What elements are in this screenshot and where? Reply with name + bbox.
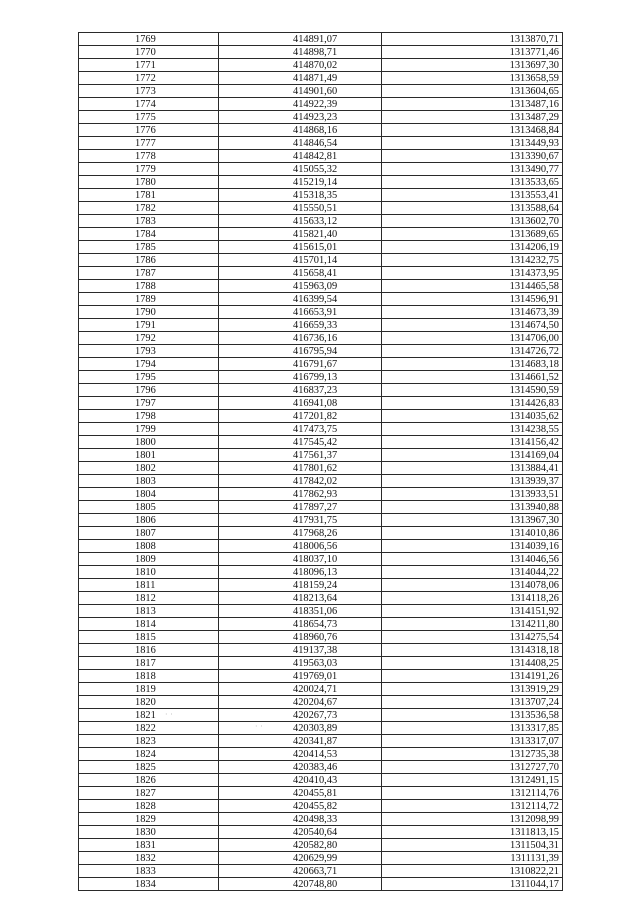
point-number-cell: 1815 [79,631,219,644]
point-number-cell: 1808 [79,540,219,553]
table-row [79,774,563,787]
x-coordinate-cell: 417561,37 [219,449,382,462]
y-coordinate-cell: 1314238,55 [382,423,563,436]
point-number-cell: 1793 [79,345,219,358]
y-coordinate-cell: 1314118,26 [382,592,563,605]
y-coordinate-cell: 1313939,37 [382,475,563,488]
y-coordinate-cell: 1314044,22 [382,566,563,579]
x-coordinate-cell: 415821,40 [219,228,382,241]
point-number-cell: 1817 [79,657,219,670]
point-number-cell: 1796 [79,384,219,397]
x-coordinate-cell: 420629,99 [219,852,382,865]
y-coordinate-cell: 1314673,39 [382,306,563,319]
table-row [79,670,563,683]
point-number-cell: 1771 [79,59,219,72]
x-coordinate-cell: 420455,81 [219,787,382,800]
table-row [79,839,563,852]
table-row [79,163,563,176]
x-coordinate-cell: 417842,02 [219,475,382,488]
point-number-cell: 1812 [79,592,219,605]
x-coordinate-cell: 415055,32 [219,163,382,176]
x-coordinate-cell: 419137,38 [219,644,382,657]
point-number-cell: 1776 [79,124,219,137]
table-row [79,319,563,332]
x-coordinate-cell: 417897,27 [219,501,382,514]
point-number-cell: 1785 [79,241,219,254]
table-row [79,293,563,306]
point-number-cell: 1813 [79,605,219,618]
y-coordinate-cell: 1311044,17 [382,878,563,891]
point-number-cell: 1782 [79,202,219,215]
x-coordinate-cell: 417862,93 [219,488,382,501]
point-number-cell: 1778 [79,150,219,163]
table-row [79,59,563,72]
x-coordinate-cell: 416941,08 [219,397,382,410]
x-coordinate-cell: 414923,23 [219,111,382,124]
point-number-cell: 1821 [79,709,219,722]
y-coordinate-cell: 1314156,42 [382,436,563,449]
x-coordinate-cell: 416795,94 [219,345,382,358]
x-coordinate-cell: 418654,73 [219,618,382,631]
x-coordinate-cell: 415318,35 [219,189,382,202]
point-number-cell: 1819 [79,683,219,696]
x-coordinate-cell: 420204,67 [219,696,382,709]
x-coordinate-cell: 414846,54 [219,137,382,150]
x-coordinate-cell: 419563,03 [219,657,382,670]
x-coordinate-cell: 420455,82 [219,800,382,813]
y-coordinate-cell: 1311813,15 [382,826,563,839]
x-coordinate-cell: 416736,16 [219,332,382,345]
point-number-cell: 1777 [79,137,219,150]
point-number-cell: 1803 [79,475,219,488]
y-coordinate-cell: 1313390,67 [382,150,563,163]
y-coordinate-cell: 1314726,72 [382,345,563,358]
table-row [79,813,563,826]
point-number-cell: 1780 [79,176,219,189]
table-row [79,735,563,748]
x-coordinate-cell: 420383,46 [219,761,382,774]
point-number-cell: 1820 [79,696,219,709]
x-coordinate-cell: 420582,80 [219,839,382,852]
x-coordinate-cell: 414922,39 [219,98,382,111]
point-number-cell: 1807 [79,527,219,540]
x-coordinate-cell: 420410,43 [219,774,382,787]
point-number-cell: 1772 [79,72,219,85]
table-row [79,462,563,475]
table-row [79,215,563,228]
y-coordinate-cell: 1313967,30 [382,514,563,527]
y-coordinate-cell: 1313588,64 [382,202,563,215]
x-coordinate-cell: 416653,91 [219,306,382,319]
table-row [79,852,563,865]
table-row [79,332,563,345]
x-coordinate-cell: 420540,64 [219,826,382,839]
y-coordinate-cell: 1312114,76 [382,787,563,800]
x-coordinate-cell: 418960,76 [219,631,382,644]
x-coordinate-cell: 420341,87 [219,735,382,748]
x-coordinate-cell: 417968,26 [219,527,382,540]
table-row [79,345,563,358]
y-coordinate-cell: 1314078,06 [382,579,563,592]
y-coordinate-cell: 1314039,16 [382,540,563,553]
point-number-cell: 1770 [79,46,219,59]
table-row [79,267,563,280]
x-coordinate-cell: 418037,10 [219,553,382,566]
x-coordinate-cell: 415633,12 [219,215,382,228]
point-number-cell: 1826 [79,774,219,787]
y-coordinate-cell: 1314706,00 [382,332,563,345]
point-number-cell: 1788 [79,280,219,293]
point-number-cell: 1779 [79,163,219,176]
table-row [79,657,563,670]
table-row [79,46,563,59]
x-coordinate-cell: 414870,02 [219,59,382,72]
x-coordinate-cell: 415615,01 [219,241,382,254]
point-number-cell: 1784 [79,228,219,241]
point-number-cell: 1834 [79,878,219,891]
point-number-cell: 1775 [79,111,219,124]
y-coordinate-cell: 1313487,29 [382,111,563,124]
table-row [79,566,563,579]
y-coordinate-cell: 1313658,59 [382,72,563,85]
table-row [79,748,563,761]
y-coordinate-cell: 1313707,24 [382,696,563,709]
point-number-cell: 1783 [79,215,219,228]
y-coordinate-cell: 1313771,46 [382,46,563,59]
table-row [79,189,563,202]
x-coordinate-cell: 415963,09 [219,280,382,293]
y-coordinate-cell: 1314206,19 [382,241,563,254]
x-coordinate-cell: 420498,33 [219,813,382,826]
point-number-cell: 1825 [79,761,219,774]
point-number-cell: 1774 [79,98,219,111]
table-row [79,644,563,657]
y-coordinate-cell: 1313317,07 [382,735,563,748]
y-coordinate-cell: 1313553,41 [382,189,563,202]
point-number-cell: 1828 [79,800,219,813]
x-coordinate-cell: 414901,60 [219,85,382,98]
table-row [79,72,563,85]
table-row [79,761,563,774]
scan-speck: · · [255,722,263,731]
table-row [79,878,563,891]
table-row [79,124,563,137]
table-row [79,618,563,631]
table-row [79,605,563,618]
coordinates-table [78,32,563,891]
y-coordinate-cell: 1314046,56 [382,553,563,566]
point-number-cell: 1781 [79,189,219,202]
x-coordinate-cell: 417801,62 [219,462,382,475]
table-row [79,150,563,163]
x-coordinate-cell: 420267,73 [219,709,382,722]
x-coordinate-cell: 415550,51 [219,202,382,215]
x-coordinate-cell: 420748,80 [219,878,382,891]
x-coordinate-cell: 418096,13 [219,566,382,579]
table-row [79,540,563,553]
point-number-cell: 1786 [79,254,219,267]
point-number-cell: 1791 [79,319,219,332]
point-number-cell: 1816 [79,644,219,657]
x-coordinate-cell: 420663,71 [219,865,382,878]
point-number-cell: 1795 [79,371,219,384]
y-coordinate-cell: 1314465,58 [382,280,563,293]
table-row [79,592,563,605]
y-coordinate-cell: 1314211,80 [382,618,563,631]
table-row [79,631,563,644]
y-coordinate-cell: 1313490,77 [382,163,563,176]
point-number-cell: 1827 [79,787,219,800]
x-coordinate-cell: 414891,07 [219,33,382,46]
point-number-cell: 1832 [79,852,219,865]
point-number-cell: 1809 [79,553,219,566]
y-coordinate-cell: 1310822,21 [382,865,563,878]
x-coordinate-cell: 416799,13 [219,371,382,384]
point-number-cell: 1811 [79,579,219,592]
y-coordinate-cell: 1313919,29 [382,683,563,696]
table-row [79,111,563,124]
table-row [79,800,563,813]
y-coordinate-cell: 1314191,26 [382,670,563,683]
scan-speck: · · [165,710,173,719]
y-coordinate-cell: 1313604,65 [382,85,563,98]
x-coordinate-cell: 414871,49 [219,72,382,85]
x-coordinate-cell: 414868,16 [219,124,382,137]
y-coordinate-cell: 1313870,71 [382,33,563,46]
x-coordinate-cell: 417931,75 [219,514,382,527]
x-coordinate-cell: 416791,67 [219,358,382,371]
x-coordinate-cell: 420024,71 [219,683,382,696]
y-coordinate-cell: 1314151,92 [382,605,563,618]
y-coordinate-cell: 1312114,72 [382,800,563,813]
point-number-cell: 1792 [79,332,219,345]
table-row [79,254,563,267]
table-row [79,397,563,410]
table-row [79,787,563,800]
y-coordinate-cell: 1313317,85 [382,722,563,735]
x-coordinate-cell: 418351,06 [219,605,382,618]
table-row [79,423,563,436]
y-coordinate-cell: 1312727,70 [382,761,563,774]
y-coordinate-cell: 1311131,39 [382,852,563,865]
table-row [79,527,563,540]
y-coordinate-cell: 1314426,83 [382,397,563,410]
point-number-cell: 1802 [79,462,219,475]
x-coordinate-cell: 417201,82 [219,410,382,423]
x-coordinate-cell: 420414,53 [219,748,382,761]
table-row [79,475,563,488]
table-row [79,865,563,878]
y-coordinate-cell: 1314683,18 [382,358,563,371]
point-number-cell: 1823 [79,735,219,748]
x-coordinate-cell: 418006,56 [219,540,382,553]
x-coordinate-cell: 418213,64 [219,592,382,605]
point-number-cell: 1829 [79,813,219,826]
x-coordinate-cell: 419769,01 [219,670,382,683]
table-row [79,241,563,254]
point-number-cell: 1789 [79,293,219,306]
y-coordinate-cell: 1313933,51 [382,488,563,501]
table-row [79,176,563,189]
point-number-cell: 1800 [79,436,219,449]
table-row [79,579,563,592]
point-number-cell: 1798 [79,410,219,423]
x-coordinate-cell: 414898,71 [219,46,382,59]
table-row [79,137,563,150]
point-number-cell: 1787 [79,267,219,280]
point-number-cell: 1794 [79,358,219,371]
table-row [79,514,563,527]
y-coordinate-cell: 1313536,58 [382,709,563,722]
point-number-cell: 1818 [79,670,219,683]
y-coordinate-cell: 1313449,93 [382,137,563,150]
table-row [79,410,563,423]
table-row [79,85,563,98]
table-row [79,371,563,384]
table-row [79,553,563,566]
point-number-cell: 1769 [79,33,219,46]
y-coordinate-cell: 1314010,86 [382,527,563,540]
y-coordinate-cell: 1311504,31 [382,839,563,852]
table-row [79,228,563,241]
x-coordinate-cell: 417473,75 [219,423,382,436]
y-coordinate-cell: 1313940,88 [382,501,563,514]
y-coordinate-cell: 1313689,65 [382,228,563,241]
point-number-cell: 1831 [79,839,219,852]
point-number-cell: 1833 [79,865,219,878]
point-number-cell: 1814 [79,618,219,631]
table-row [79,202,563,215]
point-number-cell: 1804 [79,488,219,501]
y-coordinate-cell: 1314590,59 [382,384,563,397]
point-number-cell: 1824 [79,748,219,761]
x-coordinate-cell: 415701,14 [219,254,382,267]
point-number-cell: 1790 [79,306,219,319]
y-coordinate-cell: 1313884,41 [382,462,563,475]
x-coordinate-cell: 417545,42 [219,436,382,449]
table-row [79,826,563,839]
coordinates-table-body [79,33,563,891]
y-coordinate-cell: 1314674,50 [382,319,563,332]
y-coordinate-cell: 1314035,62 [382,410,563,423]
table-row [79,722,563,735]
x-coordinate-cell: 418159,24 [219,579,382,592]
y-coordinate-cell: 1313468,84 [382,124,563,137]
y-coordinate-cell: 1314373,95 [382,267,563,280]
y-coordinate-cell: 1312735,38 [382,748,563,761]
point-number-cell: 1806 [79,514,219,527]
x-coordinate-cell: 416399,54 [219,293,382,306]
table-row [79,384,563,397]
y-coordinate-cell: 1312098,99 [382,813,563,826]
x-coordinate-cell: 414842,81 [219,150,382,163]
table-row [79,709,563,722]
x-coordinate-cell: 415219,14 [219,176,382,189]
x-coordinate-cell: 415658,41 [219,267,382,280]
table-row [79,280,563,293]
y-coordinate-cell: 1314596,91 [382,293,563,306]
table-row [79,501,563,514]
y-coordinate-cell: 1314661,52 [382,371,563,384]
table-row [79,33,563,46]
y-coordinate-cell: 1313487,16 [382,98,563,111]
y-coordinate-cell: 1314318,18 [382,644,563,657]
point-number-cell: 1810 [79,566,219,579]
table-row [79,436,563,449]
point-number-cell: 1830 [79,826,219,839]
y-coordinate-cell: 1313602,70 [382,215,563,228]
y-coordinate-cell: 1313533,65 [382,176,563,189]
point-number-cell: 1797 [79,397,219,410]
table-row [79,683,563,696]
table-row [79,358,563,371]
y-coordinate-cell: 1313697,30 [382,59,563,72]
y-coordinate-cell: 1314408,25 [382,657,563,670]
y-coordinate-cell: 1314275,54 [382,631,563,644]
x-coordinate-cell: 416837,23 [219,384,382,397]
point-number-cell: 1822 [79,722,219,735]
y-coordinate-cell: 1312491,15 [382,774,563,787]
point-number-cell: 1799 [79,423,219,436]
table-row [79,488,563,501]
table-row [79,98,563,111]
table-row [79,306,563,319]
y-coordinate-cell: 1314169,04 [382,449,563,462]
table-row [79,696,563,709]
y-coordinate-cell: 1314232,75 [382,254,563,267]
point-number-cell: 1773 [79,85,219,98]
point-number-cell: 1805 [79,501,219,514]
point-number-cell: 1801 [79,449,219,462]
x-coordinate-cell: 416659,33 [219,319,382,332]
table-row [79,449,563,462]
x-coordinate-cell: 420303,89 [219,722,382,735]
